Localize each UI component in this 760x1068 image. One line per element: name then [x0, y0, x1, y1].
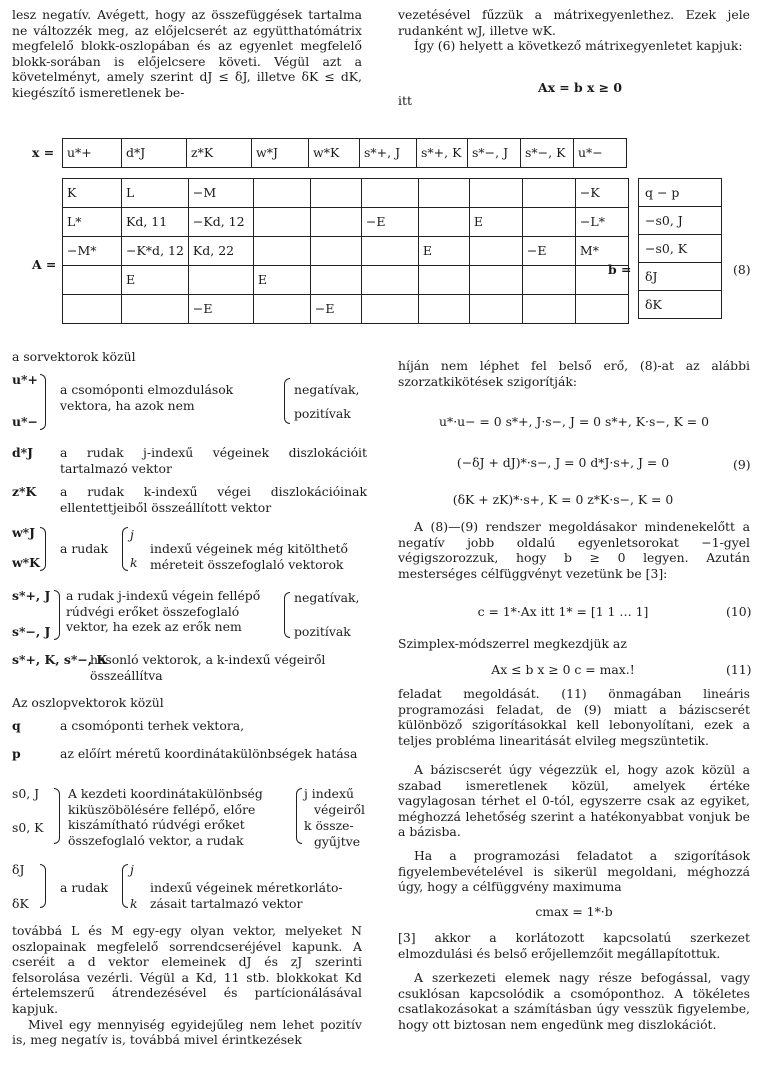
matrix-cell: [575, 295, 628, 324]
sym-d: d*J: [12, 445, 34, 460]
matrix-row: [63, 295, 629, 324]
equation-11: Ax ≤ b x ≥ 0 c = max.!: [491, 662, 635, 677]
text-right-p4: Ha a programozási feladatot a szigorítások figyelembevételével is sikerül megoldani, méghozzá úgy, hogy a célfüggvény maximuma: [398, 848, 750, 895]
def-q: [12, 718, 367, 736]
def-s-J: [12, 588, 367, 644]
def-delta: [12, 862, 367, 916]
b-label: b =: [608, 262, 632, 277]
matrix-cell: [361, 295, 418, 324]
sym-s-plus-J: s*+, J: [12, 588, 51, 603]
matrix-cell: [310, 266, 361, 295]
alt-k-ossze: k össze-: [304, 818, 354, 833]
brace: [284, 378, 290, 424]
matrix-cell: [418, 266, 469, 295]
intro-cols: Az oszlopvektorok közül: [12, 695, 164, 710]
matrix-cell: [188, 266, 253, 295]
matrix-cell: −M*: [63, 237, 122, 266]
intro-rows: a sorvektorok közül: [12, 349, 136, 364]
matrix-cell: L*: [63, 208, 122, 237]
text-itt: itt: [398, 93, 412, 108]
b-vector-cell: q − p: [639, 179, 722, 207]
right-paragraph-6: [398, 970, 750, 1032]
matrix-cell: [310, 237, 361, 266]
tail-2: méreteit összefoglaló vektorok: [150, 557, 344, 572]
matrix-cell: −E: [310, 295, 361, 324]
def-w-text: a rudak: [60, 541, 109, 556]
text-left-bottom: továbbá L és M egy-egy olyan vektor, melyeket N oszlopainak megfelelő sorrendcseréjével kapunk. A cseréit a d vektor elemeinek dJ és zJ szerinti felsorolása vezérli. Végül a Kd, 11 stb. blokkokat Kd értelemszerű átrendezésével és partícionálásával kapjuk.: [12, 923, 362, 1016]
matrix-cell: −L*: [575, 208, 628, 237]
x-label: x =: [32, 145, 55, 160]
right-mid-paragraph: [398, 358, 750, 389]
sym-s-K: s*+, K, s*−, K: [12, 652, 108, 667]
right-paragraph-5: [398, 930, 750, 961]
A-label: A =: [32, 257, 57, 272]
matrix-cell: [253, 237, 310, 266]
equation-cmax: cmax = 1*·b: [535, 904, 613, 919]
brace: [40, 374, 46, 430]
text-left-top: lesz negatív. Avégett, hogy az összefüggések tartalma ne változzék meg, az előjelcserét az együtthatómátrix megfelelő blokk-oszlopában és az egyenlet megfelelő blokk-sorában is előjelcsere követi. Végül azt a követelményt, amely szerint dJ ≤ δJ, illetve δK ≤ dK, kiegészítő ismeretlenek be-: [12, 7, 362, 100]
brace: [284, 592, 290, 638]
matrix-cell: E: [253, 266, 310, 295]
matrix-cell: [522, 266, 575, 295]
brace: [122, 864, 128, 908]
def-q-text: a csomóponti terhek vektora,: [60, 718, 245, 733]
matrix-cell: [63, 295, 122, 324]
matrix-cell: [310, 179, 361, 208]
right-top-paragraph: [398, 7, 750, 54]
brace: [40, 864, 46, 908]
equation-number-8: (8): [733, 262, 751, 277]
matrix-cell: [253, 208, 310, 237]
matrix-cell: [361, 179, 418, 208]
matrix-cell: Kd, 11: [122, 208, 189, 237]
alt-pozitivak-s: pozitívak: [294, 624, 351, 639]
def-s-K: [12, 652, 367, 686]
brace: [54, 788, 60, 844]
sym-s0-J: s0, J: [12, 786, 40, 801]
x-vector-cell: s*−, K: [521, 139, 574, 168]
left-bottom-paragraph: [12, 923, 362, 1048]
matrix-cell: [418, 208, 469, 237]
x-vector-cell: u*−: [574, 139, 627, 168]
tail-1-delta: indexű végeinek méretkorláto-: [150, 880, 343, 895]
alt-vegeirol: végeiről: [314, 802, 365, 817]
def-s0: [12, 786, 367, 852]
matrix-cell: [122, 295, 189, 324]
alt-j-delta: j: [130, 862, 134, 877]
def-w: [12, 525, 367, 575]
matrix-cell: L: [122, 179, 189, 208]
text-right-p2: feladat megoldását. (11) önmagában lineáris programozási feladat, de (9) miatt a báziscserét különböző szigorításokkal kell lebonyolítani, ezek a teljes probléma linearitását elvileg megszüntetik.: [398, 686, 750, 748]
matrix-cell: [253, 179, 310, 208]
text-right-top2: Így (6) helyett a következő mátrixegyenletet kapjuk:: [414, 38, 743, 54]
alt-negativak-s: negatívak,: [294, 590, 360, 605]
matrix-row: [63, 179, 629, 208]
brace: [296, 788, 302, 844]
alt-k: k: [130, 555, 138, 570]
alt-k-delta: k: [130, 896, 138, 911]
tail-1: indexű végeinek még kitölthető: [150, 541, 348, 556]
x-vector-cell: w*J: [252, 139, 309, 168]
text-right-p3: A báziscserét úgy végezzük el, hogy azok közül a szabad ismeretlenek közül, amelyek értéke vagylagosan térhet el 0-tól, egyszerre csak az egyiket, méghozzá lehetőség szerint a hatékonyabbat vonjuk be a bázisba.: [398, 762, 750, 840]
matrix-cell: −E: [361, 208, 418, 237]
b-vector-cell: −s0, K: [639, 235, 722, 263]
equation-9-line1: u*·u− = 0 s*+, J·s−, J = 0 s*+, K·s−, K = 0: [439, 414, 709, 429]
sym-q: q: [12, 718, 21, 733]
right-paragraph-4: [398, 848, 750, 895]
sym-w-J: w*J: [12, 525, 36, 540]
b-vector-cell: δK: [639, 291, 722, 319]
def-u-text: a csomóponti elmozdulások vektora, ha azok nem: [60, 382, 234, 413]
matrix-cell: [418, 295, 469, 324]
sym-w-K: w*K: [12, 555, 40, 570]
matrix-cell: [253, 295, 310, 324]
equation-9-line2: (−δJ + dJ)*·s−, J = 0 d*J·s+, J = 0: [456, 455, 670, 470]
sym-u-plus: u*+: [12, 372, 38, 387]
matrix-cell: −E: [522, 237, 575, 266]
text-right-top: vezetésével fűzzük a mátrixegyenlethez. Ezek jele rudanként wJ, illetve wK.: [398, 7, 750, 38]
text-right-p1: A (8)—(9) rendszer megoldásakor mindenekelőtt a negatív jobb oldalú egyenletsorokat −1-gyel végigszorozzuk, hogy b ≥ 0 legyen. Azután mesterséges célfüggvényt vezetünk be [3]:: [398, 519, 750, 581]
text-simplex: Szimplex-módszerrel megkezdjük az: [398, 636, 627, 651]
matrix-cell: −E: [188, 295, 253, 324]
x-vector-cell: u*+: [63, 139, 122, 168]
matrix-row: [63, 208, 629, 237]
matrix-cell: E: [418, 237, 469, 266]
matrix-cell: E: [122, 266, 189, 295]
equation-main: Ax = b x ≥ 0: [537, 80, 622, 95]
matrix-cell: −K: [575, 179, 628, 208]
matrix-cell: E: [469, 208, 522, 237]
right-paragraph-1: [398, 519, 750, 581]
def-d-text: a rudak j-indexű végeinek diszlokációit tartalmazó vektor: [60, 445, 367, 476]
b-vector-cell: −s0, J: [639, 207, 722, 235]
matrix-row: [63, 266, 629, 295]
matrix-cell: [522, 208, 575, 237]
equation-number-9: (9): [733, 457, 751, 472]
matrix-cell: −M: [188, 179, 253, 208]
right-paragraph-3: [398, 762, 750, 840]
alt-gyujtve: gyűjtve: [314, 834, 361, 849]
x-vector-cell: s*−, J: [468, 139, 521, 168]
def-d: [12, 445, 367, 479]
sym-s-minus-J: s*−, J: [12, 624, 51, 639]
text-right-p6: A szerkezeti elemek nagy része befogással, vagy csuklósan kapcsolódik a csomóponthoz. A tökéletes csatlakozásokat a számításban úgy vesszük figyelembe, hogy ott biztosan nem engedünk meg diszlokációt.: [398, 970, 750, 1032]
matrix-cell: [469, 295, 522, 324]
def-z-text: a rudak k-indexű végei diszlokációinak ellentettjeiből összeállított vektor: [60, 484, 367, 515]
matrix-cell: [418, 179, 469, 208]
matrix-cell: [522, 179, 575, 208]
def-delta-text: a rudak: [60, 880, 109, 895]
def-u: [12, 372, 367, 438]
def-p: [12, 746, 367, 780]
alt-j-indexu: j indexű: [304, 786, 354, 801]
text-right-mid: híján nem léphet fel belső erő, (8)-at az alábbi szorzatkikötések szigorítják:: [398, 358, 750, 389]
matrix-cell: −K*d, 12: [122, 237, 189, 266]
def-s-J-text: a rudak j-indexű végein fellépő rúdvégi erőket összefoglaló vektor, ha ezek az erők nem: [66, 588, 261, 635]
equation-number-11: (11): [726, 662, 752, 677]
x-vector-cell: w*K: [309, 139, 360, 168]
def-p-text: az előírt méretű koordinátakülönbségek hatása: [60, 746, 358, 761]
def-s-K-text: hasonló vektorok, a k-indexű végeiről összeállítva: [90, 652, 326, 683]
matrix-cell: Kd, 22: [188, 237, 253, 266]
matrix-cell: [469, 266, 522, 295]
brace: [54, 590, 60, 640]
A-matrix-table: [62, 178, 632, 324]
left-top-paragraph: [12, 7, 362, 101]
brace: [40, 527, 46, 571]
matrix-cell: −Kd, 12: [188, 208, 253, 237]
x-vector-cell: z*K: [187, 139, 252, 168]
def-z: [12, 484, 367, 518]
matrix-cell: [522, 295, 575, 324]
equation-9-line3: (δK + zK)*·s+, K = 0 z*K·s−, K = 0: [452, 492, 674, 507]
matrix-cell: [310, 208, 361, 237]
matrix-cell: [63, 266, 122, 295]
matrix-cell: [361, 266, 418, 295]
brace: [122, 527, 128, 571]
alt-negativak: negatívak,: [294, 382, 360, 397]
equation-10: c = 1*·Ax itt 1* = [1 1 … 1]: [477, 604, 649, 619]
alt-pozitivak: pozitívak: [294, 406, 351, 421]
matrix-cell: [469, 237, 522, 266]
alt-j: j: [130, 527, 134, 542]
tail-2-delta: zásait tartalmazó vektor: [150, 896, 303, 911]
sym-u-minus: u*−: [12, 414, 38, 429]
x-vector-cell: s*+, J: [360, 139, 417, 168]
matrix-cell: [361, 237, 418, 266]
x-vector-cell: s*+, K: [417, 139, 468, 168]
sym-delta-K: δK: [12, 896, 29, 911]
x-vector-cell: d*J: [122, 139, 187, 168]
b-vector-cell: δJ: [639, 263, 722, 291]
matrix-cell: M*: [575, 237, 628, 266]
sym-s0-K: s0, K: [12, 820, 44, 835]
text-right-p5: [3] akkor a korlátozott kapcsolatú szerkezet elmozdulási és belső erőjellemzőit megállapítottuk.: [398, 930, 750, 961]
matrix-cell: [469, 179, 522, 208]
matrix-row: [63, 237, 629, 266]
right-paragraph-2: [398, 686, 750, 748]
sym-p: p: [12, 746, 21, 761]
def-s0-text: A kezdeti koordinátakülönbség kiküszöbölésére fellépő, előre kiszámítható rúdvégi erőket összefoglaló vektor, a rudak: [68, 786, 263, 848]
x-vector-table: [62, 138, 627, 168]
equation-number-10: (10): [726, 604, 752, 619]
sym-delta-J: δJ: [12, 862, 25, 877]
matrix-cell: K: [63, 179, 122, 208]
b-vector-table: [638, 178, 722, 319]
sym-z: z*K: [12, 484, 37, 499]
text-left-bottom2: Mivel egy mennyiség egyidejűleg nem lehet pozitív is, meg negatív is, továbbá mivel érintkezések: [12, 1016, 362, 1048]
